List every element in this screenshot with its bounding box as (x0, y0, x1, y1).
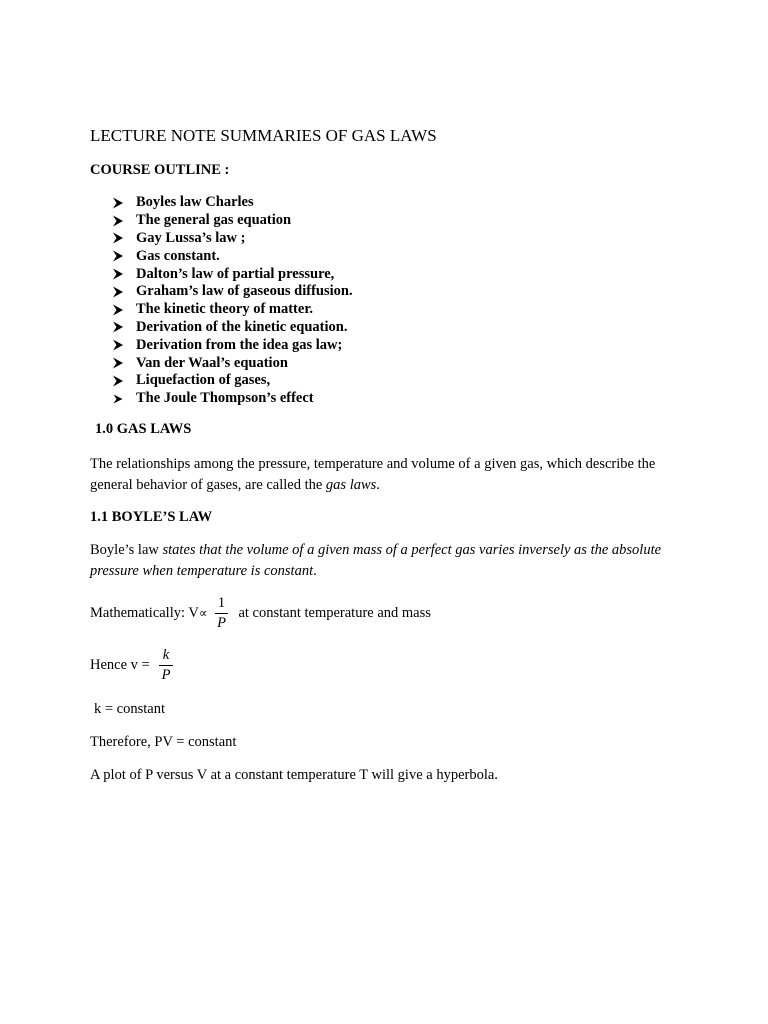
boyles-law-heading: 1.1 BOYLE’S LAW (90, 509, 213, 525)
outline-item (112, 247, 353, 265)
course-outline-list (112, 194, 353, 408)
fraction-bar (159, 665, 173, 666)
arrow-bullet-icon (112, 304, 124, 316)
proportional-symbol: ∝ (198, 606, 208, 620)
course-outline-heading: COURSE OUTLINE : (90, 162, 230, 178)
fraction-numerator: 1 (217, 595, 226, 611)
arrow-bullet-icon (112, 197, 124, 209)
outline-item-label: Boyles law Charles (136, 194, 254, 211)
pv-constant-statement: Therefore, PV = constant (90, 734, 237, 750)
mathematical-statement (90, 606, 431, 621)
outline-item-label: The kinetic theory of matter. (136, 301, 314, 318)
outline-item-label: The Joule Thompson’s effect (136, 390, 314, 407)
arrow-bullet-icon (112, 232, 124, 244)
hence-statement (90, 658, 150, 673)
fraction-bar (215, 613, 228, 614)
math-suffix: at constant temperature and mass (238, 605, 431, 621)
one-over-p-fraction (215, 596, 228, 630)
arrow-bullet-icon (112, 268, 124, 280)
fraction-denominator: P (217, 614, 226, 631)
boyles-law-statement: states that the volume of a given mass of a perfect gas varies inversely as the absolute pressure when temperature is constant (90, 542, 662, 579)
arrow-bullet-icon (112, 339, 124, 351)
boyles-law-paragraph-lead: Boyle’s law (90, 542, 163, 558)
plot-statement: A plot of P versus V at a constant temperature T will give a hyperbola. (90, 767, 498, 783)
outline-item-label: Dalton’s law of partial pressure, (136, 265, 335, 282)
outline-item (112, 354, 353, 372)
boyles-law-paragraph (90, 540, 690, 582)
math-prefix: Mathematically: V (90, 605, 199, 621)
hence-prefix: Hence v = (90, 657, 150, 673)
outline-item (112, 319, 353, 337)
fraction-numerator: k (162, 647, 170, 663)
arrow-bullet-icon (112, 321, 124, 333)
outline-item-label: Derivation of the kinetic equation. (136, 318, 348, 335)
outline-item-label: Gas constant. (136, 247, 220, 264)
outline-item (112, 390, 353, 408)
outline-item (112, 230, 353, 248)
document-title: LECTURE NOTE SUMMARIES OF GAS LAWS (90, 126, 437, 145)
arrow-bullet-icon (112, 215, 124, 227)
outline-item (112, 194, 353, 212)
outline-item-label: Gay Lussa’s law ; (136, 229, 246, 246)
arrow-bullet-icon (112, 250, 124, 262)
outline-item-label: The general gas equation (136, 212, 292, 229)
outline-item (112, 336, 353, 354)
outline-item (112, 301, 353, 319)
outline-item-label: Derivation from the idea gas law; (136, 336, 343, 353)
outline-item (112, 212, 353, 230)
gas-laws-term: gas laws (325, 477, 377, 493)
arrow-bullet-icon (112, 393, 124, 405)
k-constant-statement: k = constant (94, 701, 165, 717)
outline-item-label: Graham’s law of gaseous diffusion. (136, 283, 353, 300)
gas-laws-paragraph-text: The relationships among the pressure, temperature and volume of a given gas, which describe the general behavior of gases, are called the (90, 456, 656, 493)
outline-item-label: Van der Waal’s equation (136, 354, 288, 371)
arrow-bullet-icon (112, 375, 124, 387)
outline-item (112, 283, 353, 301)
fraction-denominator: P (161, 666, 171, 683)
arrow-bullet-icon (112, 286, 124, 298)
gas-laws-heading: 1.0 GAS LAWS (95, 421, 192, 437)
arrow-bullet-icon (112, 357, 124, 369)
k-over-p-fraction (159, 648, 173, 682)
outline-item (112, 265, 353, 283)
outline-item (112, 372, 353, 390)
boyles-law-paragraph-end: . (313, 563, 317, 579)
outline-item-label: Liquefaction of gases, (136, 372, 271, 389)
gas-laws-paragraph-end: . (376, 477, 380, 493)
gas-laws-paragraph (90, 454, 690, 496)
